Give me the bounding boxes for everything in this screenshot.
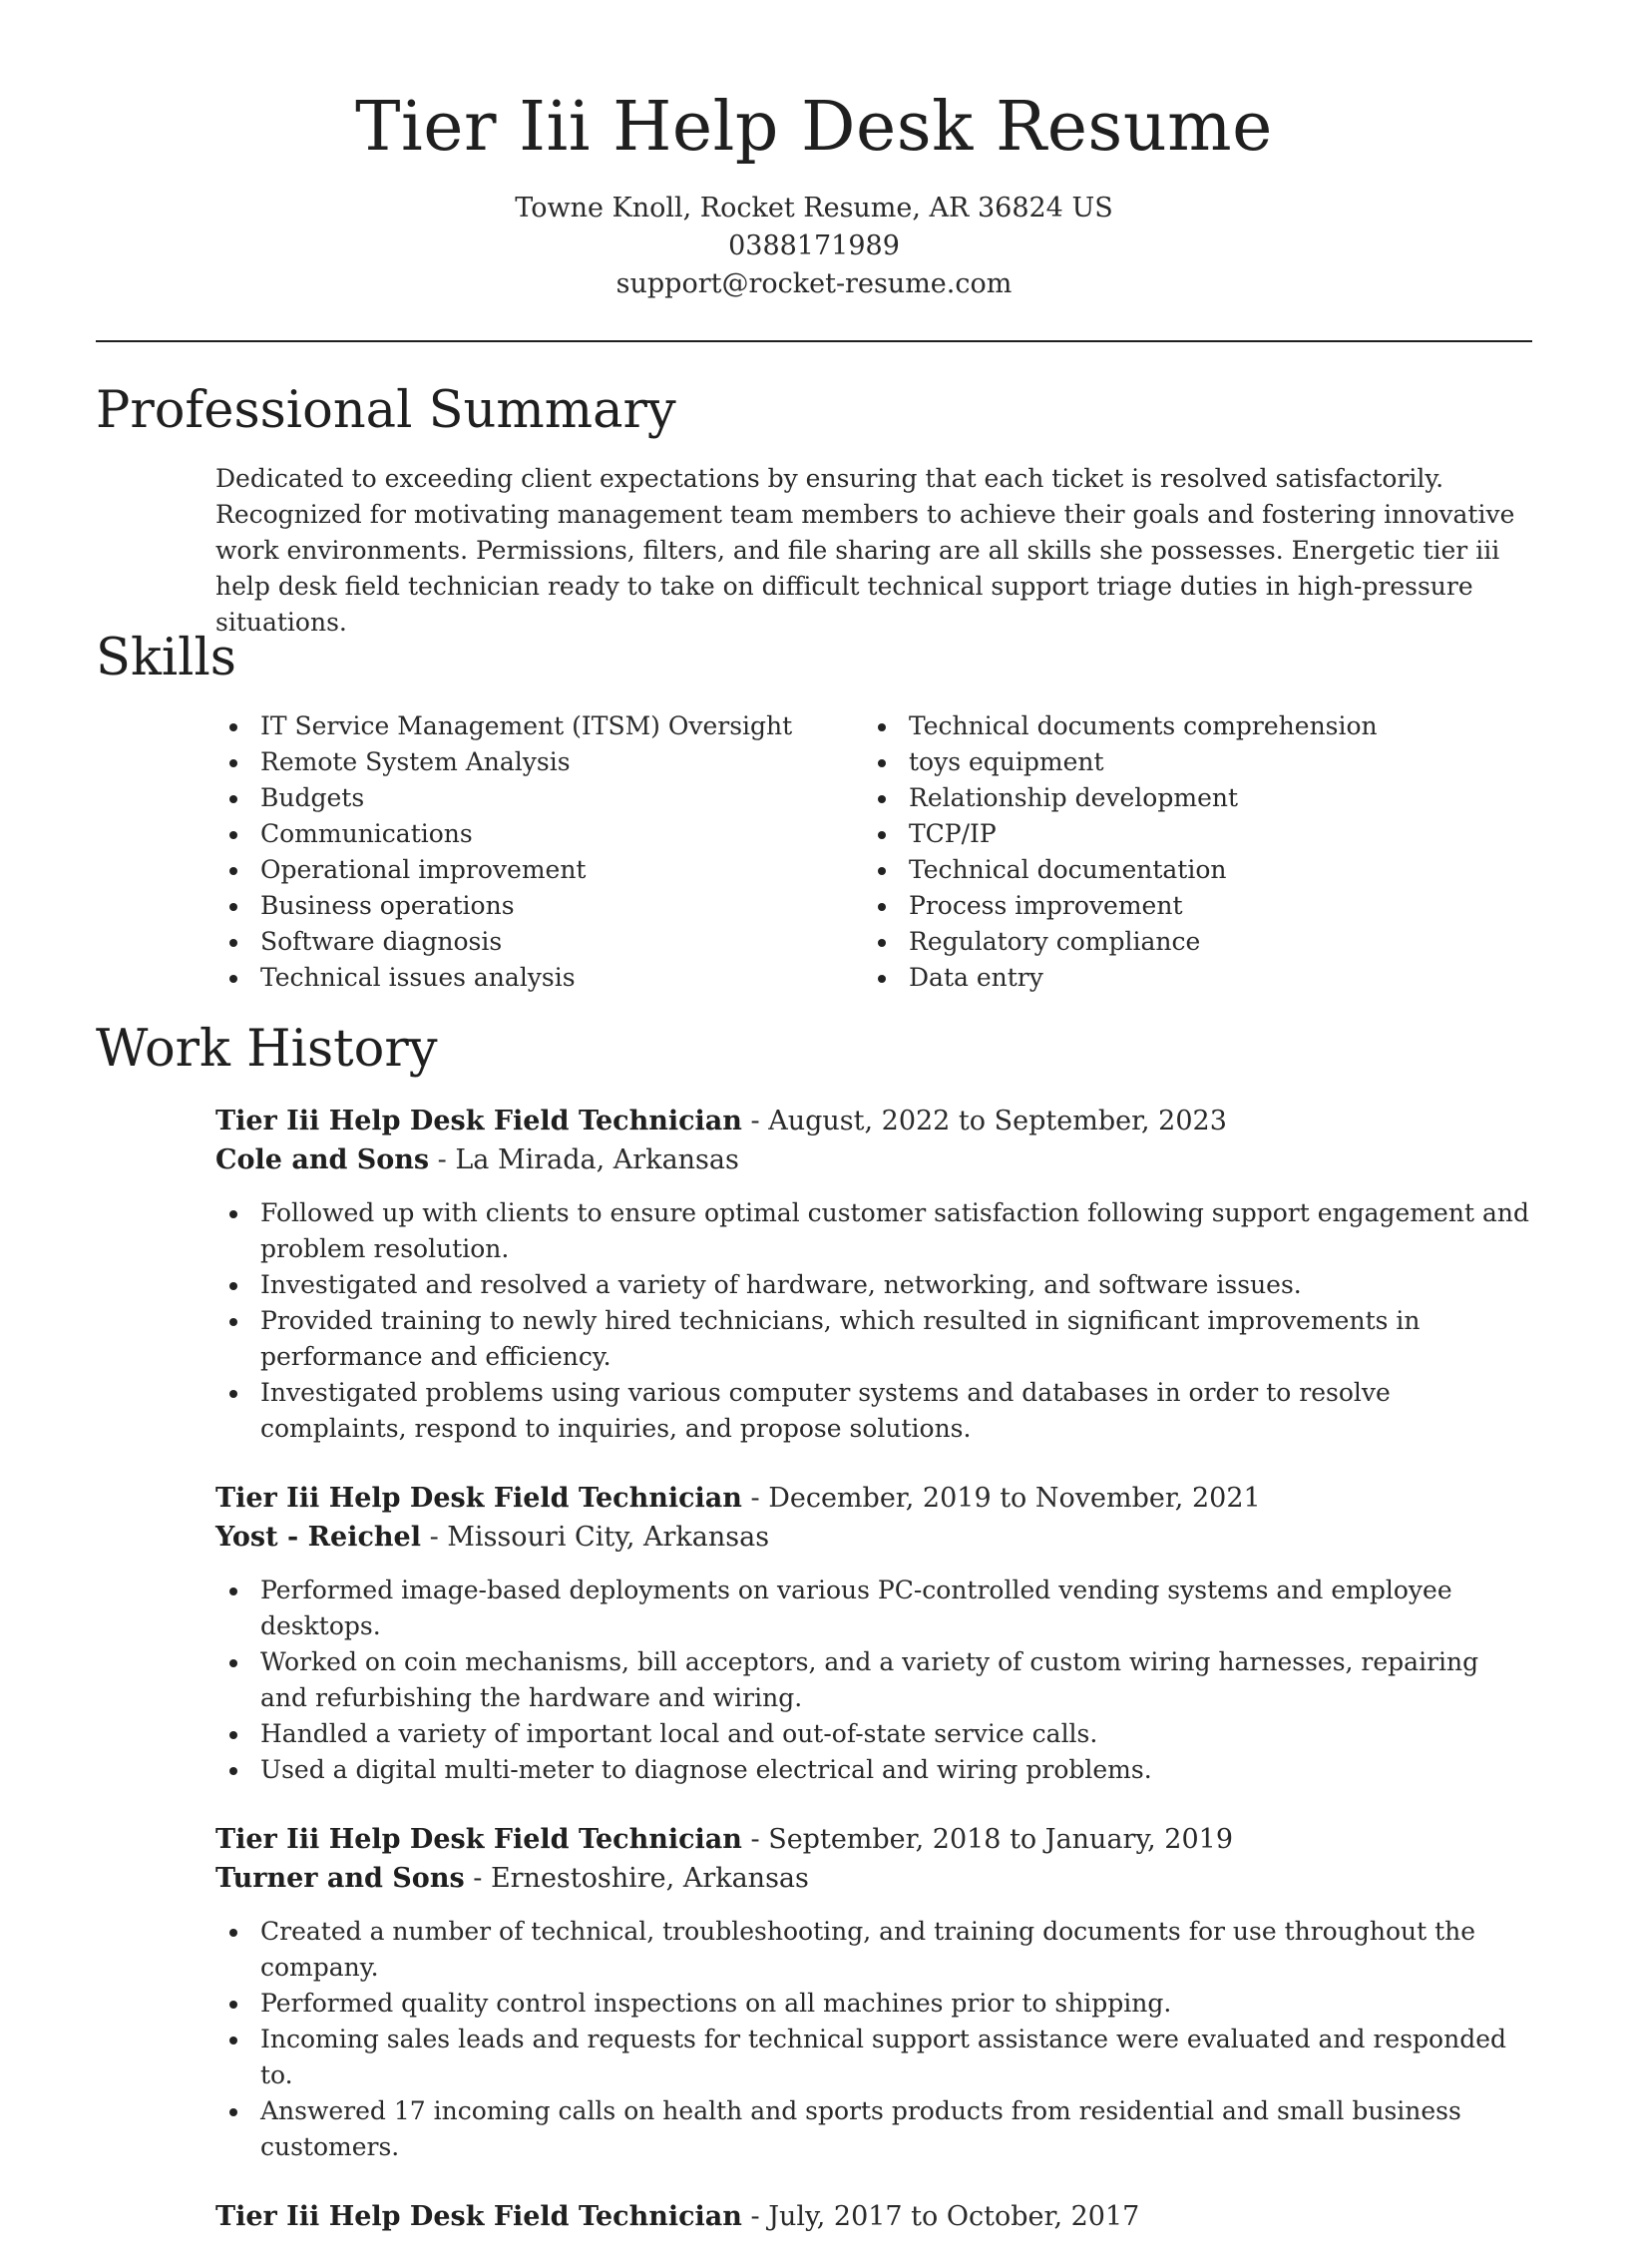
job-bullet: Worked on coin mechanisms, bill acceptors, and a variety of custom wiring harnesses, repairing and refurbishing the hardware and wiring. — [215, 1644, 1532, 1716]
contact-email: support@rocket-resume.com — [615, 268, 1013, 299]
job-entry — [215, 2197, 1532, 2236]
job-bullet: Performed image-based deployments on various PC-controlled vending systems and employee desktops. — [215, 1573, 1532, 1644]
job-title-line — [215, 1102, 1532, 1140]
contact-info — [96, 190, 1532, 303]
job-bullets — [215, 1573, 1532, 1788]
job-company-line — [215, 1518, 1532, 1557]
job-dates: - July, 2017 to October, 2017 — [741, 2201, 1140, 2232]
skill-item: Remote System Analysis — [215, 744, 864, 780]
contact-phone: 0388171989 — [728, 230, 900, 261]
job-company: Yost - Reichel — [215, 1522, 421, 1553]
job-bullet: Handled a variety of important local and out-of-state service calls. — [215, 1716, 1532, 1752]
resume-header — [96, 82, 1532, 303]
job-bullet: Provided training to newly hired technicians, which resulted in significant improvements in performance and efficiency. — [215, 1303, 1532, 1375]
summary-text: Dedicated to exceeding client expectations by ensuring that each ticket is resolved satisfactorily. Recognized for motivating management team members to achieve their goals and fostering innovative work environments. Permissions, filters, and file sharing are all skills she possesses. Energetic tier iii help desk field technician ready to take on difficult technical support triage duties in high-pressure situations. — [215, 464, 1515, 637]
job-title: Tier Iii Help Desk Field Technician — [215, 1824, 742, 1855]
job-location: - Missouri City, Arkansas — [421, 1522, 770, 1553]
skill-item: Technical documentation — [864, 852, 1512, 888]
job-entry — [215, 1820, 1532, 2165]
skill-item: Communications — [215, 816, 864, 852]
job-title-line — [215, 1820, 1532, 1859]
skill-item: Technical documents comprehension — [864, 708, 1512, 744]
job-bullet: Created a number of technical, troubleshooting, and training documents for use throughout the company. — [215, 1914, 1532, 1986]
job-location: - La Mirada, Arkansas — [429, 1144, 739, 1175]
skill-item: Business operations — [215, 888, 864, 924]
skill-item: Process improvement — [864, 888, 1512, 924]
skill-item: Operational improvement — [215, 852, 864, 888]
job-company: Turner and Sons — [215, 1863, 465, 1894]
job-title-line — [215, 2197, 1532, 2236]
job-company-line — [215, 1140, 1532, 1179]
job-bullet: Answered 17 incoming calls on health and sports products from residential and small business customers. — [215, 2093, 1532, 2165]
skill-item: Relationship development — [864, 780, 1512, 816]
job-title-line — [215, 1479, 1532, 1518]
job-dates: - December, 2019 to November, 2021 — [741, 1483, 1261, 1514]
skills-column-right — [864, 708, 1512, 996]
job-dates: - August, 2022 to September, 2023 — [741, 1106, 1227, 1136]
summary-heading: Professional Summary — [96, 381, 676, 440]
job-company-line — [215, 1859, 1532, 1898]
skill-item: Regulatory compliance — [864, 924, 1512, 960]
job-title: Tier Iii Help Desk Field Technician — [215, 1483, 742, 1514]
skill-item: Data entry — [864, 960, 1512, 996]
skill-item: Budgets — [215, 780, 864, 816]
job-bullet: Incoming sales leads and requests for technical support assistance were evaluated and responded to. — [215, 2022, 1532, 2093]
job-entry — [215, 1479, 1532, 1788]
skills-heading: Skills — [96, 629, 236, 687]
skill-item: Software diagnosis — [215, 924, 864, 960]
contact-address: Towne Knoll, Rocket Resume, AR 36824 US — [515, 193, 1113, 224]
skill-item: IT Service Management (ITSM) Oversight — [215, 708, 864, 744]
resume-title: Tier Iii Help Desk Resume — [355, 88, 1273, 167]
work-history-list — [215, 1102, 1532, 2268]
header-divider — [96, 340, 1532, 342]
job-bullets — [215, 1914, 1532, 2165]
job-bullet: Investigated problems using various computer systems and databases in order to resolve complaints, respond to inquiries, and propose solutions. — [215, 1375, 1532, 1447]
skill-item: Technical issues analysis — [215, 960, 864, 996]
skill-item: toys equipment — [864, 744, 1512, 780]
job-dates: - September, 2018 to January, 2019 — [741, 1824, 1233, 1855]
skills-column-left — [215, 708, 864, 996]
job-company: Cole and Sons — [215, 1144, 430, 1175]
job-bullet: Followed up with clients to ensure optimal customer satisfaction following support engagement and problem resolution. — [215, 1195, 1532, 1267]
work-history-heading: Work History — [96, 1020, 438, 1079]
job-title: Tier Iii Help Desk Field Technician — [215, 1106, 742, 1136]
skills-list — [215, 708, 1532, 996]
job-entry — [215, 1102, 1532, 1447]
job-bullet: Performed quality control inspections on all machines prior to shipping. — [215, 1986, 1532, 2022]
job-title: Tier Iii Help Desk Field Technician — [215, 2201, 742, 2232]
job-bullet: Used a digital multi-meter to diagnose electrical and wiring problems. — [215, 1752, 1532, 1788]
skill-item: TCP/IP — [864, 816, 1512, 852]
job-bullet: Investigated and resolved a variety of hardware, networking, and software issues. — [215, 1267, 1532, 1303]
job-bullets — [215, 1195, 1532, 1447]
job-location: - Ernestoshire, Arkansas — [464, 1863, 809, 1894]
